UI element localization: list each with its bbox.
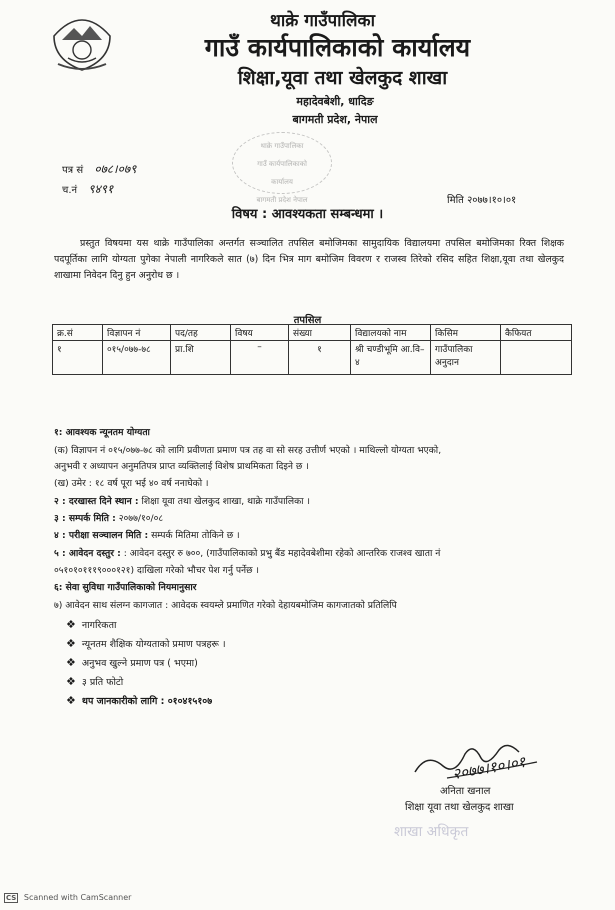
table-cell: प्रा.शि [171,341,231,375]
req-contact-date-value: २०७७/१०/०८ [118,513,164,524]
req-age [54,476,574,489]
req-facility: ६: सेवा सुविधा गाउँपालिकाको नियमानुसार [54,582,197,593]
signatory-office: शिक्षा यूवा तथा खेलकुद शाखा [405,802,514,813]
diamond-bullet-icon: ❖ [66,618,76,631]
col-header: पद/तह [171,325,231,341]
table-cell: – [231,341,289,375]
office-name: गाउँ कार्यपालिकाको कार्यालय [204,33,471,62]
col-header: विज्ञापन नं [103,325,171,341]
table-title: तपसिल [293,315,322,326]
diamond-bullet-icon: ❖ [66,694,76,707]
req-fee [54,546,574,559]
camscanner-logo-icon: CS [6,894,17,902]
letter-number-value: ०७८।०७९ [94,162,137,176]
date-value: २०७७।१०।०१ [467,195,517,206]
table-cell: श्री चण्डीभूमि आ.वि–४ [351,341,431,375]
col-header: विद्यालयको नाम [351,325,431,341]
req-documents-intro: ७) आवेदन साथ संलग्न कागजात : आवेदक स्वयम्ले प्रमाणित गरेको देहायबमोजिम कागजातको प्रतिलिपि [54,600,397,611]
address-line: महादेवबेशी, धादिङ [296,95,374,108]
req-fee-label: ५ : आवेदन दस्तुर : [54,548,121,559]
list-item: ❖ ३ प्रति फोटो [66,675,124,688]
col-header: संख्या [289,325,351,341]
scanner-watermark [4,893,131,903]
dispatch-number-value: ९४९१ [88,182,114,196]
req-contact-date [54,511,574,524]
diamond-bullet-icon: ❖ [66,675,76,688]
dispatch-number [62,180,113,197]
section-name: शिक्षा,यूवा तथा खेलकुद शाखा [237,67,448,89]
req-ka-line2: अनुभवी र अध्यापन अनुमतिपत्र प्राप्त व्यक्तिलाई विशेष प्राथमिकता दिइने छ । [54,461,309,472]
stamp-line: थाक्रे गाउँपालिका [260,142,304,150]
office-stamp [232,132,332,204]
table-row [53,341,572,375]
req-age-label: (ख) उमेर : [54,478,92,489]
req-place-value: शिक्षा यूवा तथा खेलकुद शाखा, थाक्रे गाउँपालिका । [141,496,310,507]
list-item: ❖ थप जानकारीको लागि : ०१०४१५१०७ [66,694,213,707]
col-header: क्र.सं [53,325,103,341]
table-header-row [53,325,572,341]
faded-title-stamp: शाखा अधिकृत [394,824,469,840]
req-fee-value: : आवेदन दस्तुर रु ७००, (गाउँपालिकाको प्रभु बैंड महादेवबेशीमा रहेको आन्तरिक राजश्व खाता नं [123,548,441,559]
req-contact-date-label: ३ : सम्पर्क मिति : [54,513,116,524]
scanner-text: Scanned with CamScanner [23,893,132,902]
req-place-label: २ : दरखास्त दिने स्थान : [54,496,139,507]
table-cell [501,341,572,375]
table-cell: ०१५/०७७-७८ [103,341,171,375]
req-title: १: आवश्यक न्यूनतम योग्यता [54,427,150,438]
signature-date: २०७७।१०।०१ [450,752,527,784]
table-cell: १ [53,341,103,375]
list-item: ❖ नागरिकता [66,618,117,631]
letter-number-label: पत्र सं [62,165,84,176]
letter-number [62,160,136,177]
diamond-bullet-icon: ❖ [66,637,76,650]
req-exam-date-value: सम्पर्क मितिमा तोकिने छ । [151,530,240,541]
diamond-bullet-icon: ❖ [66,656,76,669]
list-item: ❖ अनुभव खुल्ने प्रमाण पत्र ( भएमा) [66,656,198,669]
vacancy-table [52,324,572,375]
col-header: विषय [231,325,289,341]
table-cell: १ [289,341,351,375]
req-exam-date-label: ४ : परीक्षा सञ्चालन मिति : [54,530,149,541]
date-label: मिति [447,195,464,206]
req-place [54,494,574,507]
req-fee-line2: ०५१०१०१११९०००१२१) दाखिला गरेको भौचर पेश गर्नु पर्नेछ । [54,565,260,576]
col-header: कैफियत [501,325,572,341]
body-paragraph: प्रस्तुत विषयमा यस थाक्रे गाउँपालिका अन्तर्गत सञ्चालित तपसिल बमोजिमका सामुदायिक विद्यालयमा तपसिल बमोजिमका रिक्त शिक्षक पदपूर्तिका लागि योग्यता पुगेका नेपाली नागरिकले सात (७) दिन भित्र माग बमोजिम विवरण र राजस्व तिरेको रसिद सहित शिक्षा,यूवा तथा खेलकुद शाखामा निवेदन दिनु हुन अनुरोध छ । [54,238,564,281]
stamp-line: बागमती प्रदेश नेपाल [256,196,308,204]
signatory-name: अनिता खनाल [440,786,491,797]
list-item: ❖ न्यूनतम शैक्षिक योग्यताको प्रमाण पत्रहरू । [66,637,226,650]
req-age-value: १८ वर्ष पूरा भई ४० वर्ष ननाघेको । [94,478,209,489]
stamp-line: कार्यालय [271,178,293,186]
subject-line: विषय : आवश्यकता सम्बन्धमा । [231,207,384,222]
dispatch-number-label: च.नं [62,185,78,196]
col-header: किसिम [431,325,501,341]
req-exam-date [54,528,574,541]
municipality-name: थाक्रे गाउँपालिका [270,11,375,31]
req-ka-line1: (क) विज्ञापन नं ०१५/०७७-७८ को लागि प्रवीणता प्रमाण पत्र तह वा सो सरह उत्तीर्ण भएको । माथिल्लो योग्यता भएको, [54,445,442,456]
table-cell: गाउँपालिका अनुदान [431,341,501,375]
province-line: बागमती प्रदेश, नेपाल [292,113,378,126]
stamp-line: गाउँ कार्यपालिकाको [257,160,307,168]
